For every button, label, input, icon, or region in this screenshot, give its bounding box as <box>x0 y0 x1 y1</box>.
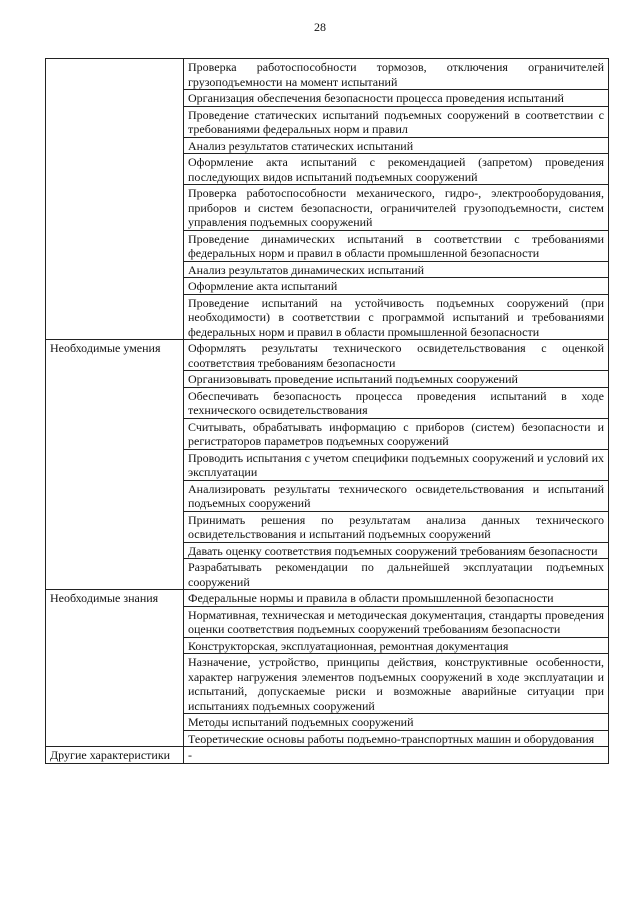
section-label: Другие характеристики <box>46 747 184 764</box>
section-item: Проверка работоспособности тормозов, отключения ограничителей грузоподъемности на момент испытаний <box>184 59 609 90</box>
section-item: Оформление акта испытаний с рекомендацией (запретом) проведения последующих видов испытаний подъемных сооружений <box>184 154 609 185</box>
competency-table <box>45 58 609 764</box>
section-item: Обеспечивать безопасность процесса проведения испытаний в ходе технического освидетельствования <box>184 387 609 418</box>
section-item: Назначение, устройство, принципы действия, конструктивные особенности, характер нагружения элементов подъемных сооружений в ходе эксплуатации и испытаний, допускаемые риски и возможные аварийные ситуации при испытаниях подъемных сооружений <box>184 654 609 714</box>
section-label <box>46 59 184 340</box>
table-row <box>46 59 609 90</box>
table-body <box>46 59 609 764</box>
section-item: Считывать, обрабатывать информацию с приборов (систем) безопасности и регистраторов параметров подъемных сооружений <box>184 418 609 449</box>
section-item: Оформление акта испытаний <box>184 278 609 295</box>
section-item: Давать оценку соответствия подъемных сооружений требованиям безопасности <box>184 542 609 559</box>
section-item: Принимать решения по результатам анализа данных технического освидетельствования и испытаний подъемных сооружений <box>184 511 609 542</box>
section-item: Проведение динамических испытаний в соответствии с требованиями федеральных норм и правил в области промышленной безопасности <box>184 230 609 261</box>
section-item: Организация обеспечения безопасности процесса проведения испытаний <box>184 90 609 107</box>
section-item: Нормативная, техническая и методическая документация, стандарты проведения оценки соответствия подъемных сооружений требованиям безопасности <box>184 606 609 637</box>
section-item: Методы испытаний подъемных сооружений <box>184 714 609 731</box>
section-item: Анализ результатов статических испытаний <box>184 137 609 154</box>
table-row <box>46 747 609 764</box>
section-item: Разрабатывать рекомендации по дальнейшей эксплуатации подъемных сооружений <box>184 559 609 590</box>
table-row <box>46 590 609 607</box>
section-item: Конструкторская, эксплуатационная, ремонтная документация <box>184 637 609 654</box>
section-item: Организовывать проведение испытаний подъемных сооружений <box>184 371 609 388</box>
section-item: Анализ результатов динамических испытаний <box>184 261 609 278</box>
section-item: - <box>184 747 609 764</box>
table-row <box>46 340 609 371</box>
section-item: Проведение статических испытаний подъемных сооружений в соответствии с требованиями федеральных норм и правил <box>184 106 609 137</box>
section-item: Проводить испытания с учетом специфики подъемных сооружений и условий их эксплуатации <box>184 449 609 480</box>
section-item: Теоретические основы работы подъемно-транспортных машин и оборудования <box>184 730 609 747</box>
section-item: Анализировать результаты технического освидетельствования и испытаний подъемных сооружений <box>184 480 609 511</box>
section-item: Федеральные нормы и правила в области промышленной безопасности <box>184 590 609 607</box>
section-label: Необходимые знания <box>46 590 184 747</box>
section-item: Проверка работоспособности механического, гидро-, электрооборудования, приборов и систем безопасности, ограничителей грузоподъемности, систем управления подъемных сооружений <box>184 185 609 231</box>
section-item: Проведение испытаний на устойчивость подъемных сооружений (при необходимости) в соответствии с программой испытаний и требованиями федеральных норм и правил в области промышленной безопасности <box>184 294 609 340</box>
section-label: Необходимые умения <box>46 340 184 590</box>
page-number: 28 <box>314 20 326 34</box>
section-item: Оформлять результаты технического освидетельствования с оценкой соответствия требованиям безопасности <box>184 340 609 371</box>
